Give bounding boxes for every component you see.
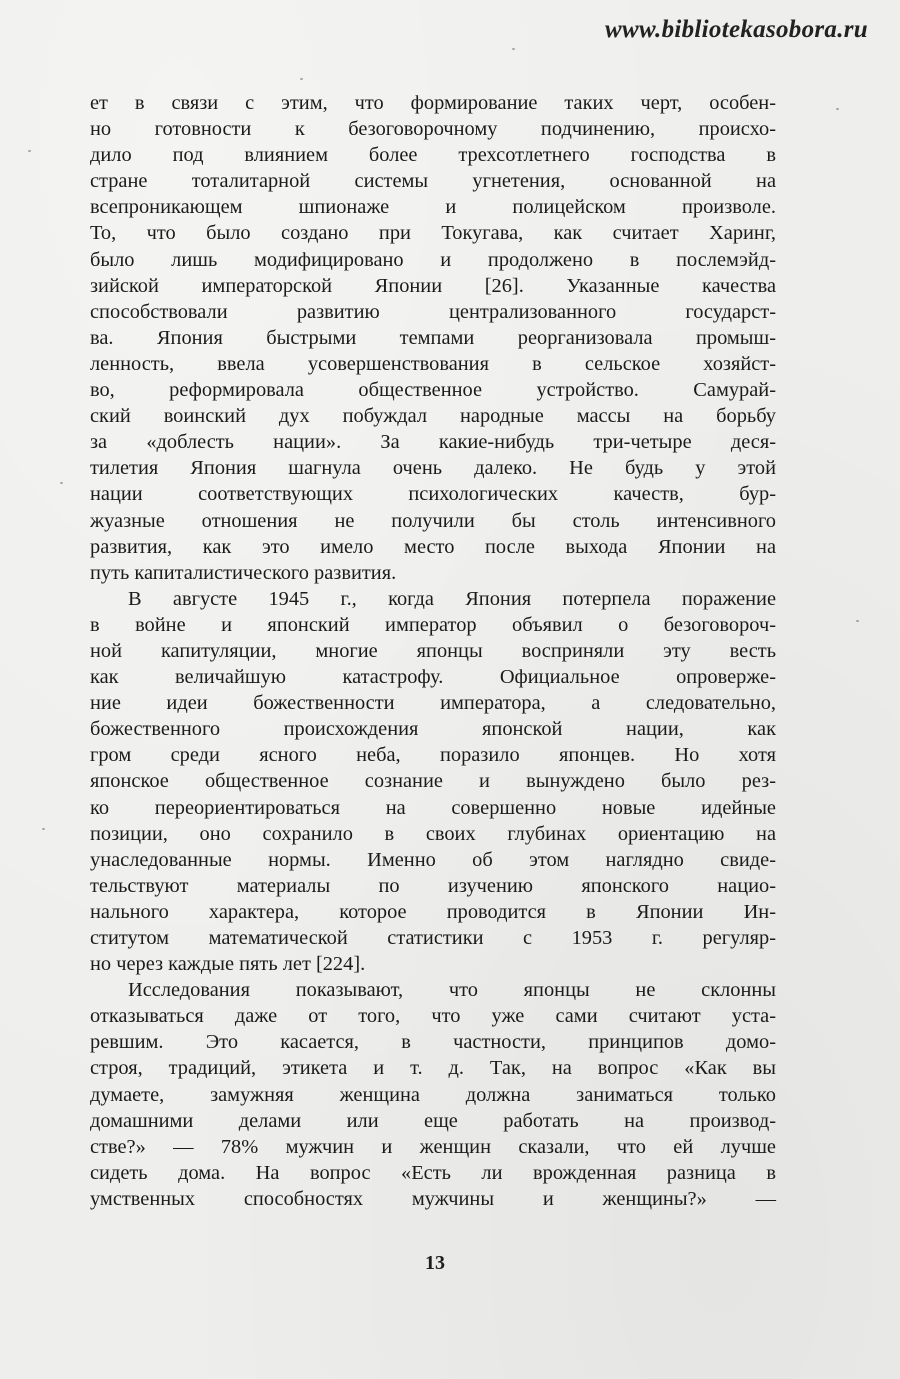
text-line: за «доблесть нации». За какие-нибудь три-четыре деся- [90, 431, 776, 454]
text-line: нального характера, которое проводится в Японии Ин- [90, 900, 776, 923]
text-line: было лишь модифицировано и продолжено в послемэйд- [90, 248, 776, 271]
body-text [90, 90, 776, 1212]
paragraph-3 [90, 977, 776, 1212]
text-line: божественного происхождения японской нации, как [90, 718, 776, 741]
text-line: всепроникающем шпионаже и полицейском произволе. [90, 196, 776, 219]
text-line: Исследования показывают, что японцы не склонны [128, 979, 776, 1002]
text-line: умственных способностях мужчины и женщины?» — [90, 1187, 776, 1210]
text-line: То, что было создано при Токугава, как считает Харинг, [90, 222, 776, 245]
text-line: жуазные отношения не получили бы столь интенсивного [90, 509, 776, 532]
text-line: японское общественное сознание и вынуждено было рез- [90, 770, 776, 793]
text-line: в войне и японский император объявил о безоговороч- [90, 613, 776, 636]
scan-speck [42, 828, 45, 830]
scan-speck [300, 78, 303, 80]
text-line: стве?» — 78% мужчин и женщин сказали, что ей лучше [90, 1135, 776, 1158]
text-line: способствовали развитию централизованного государст- [90, 300, 776, 323]
text-line: дило под влиянием более трехсотлетнего господства в [90, 144, 776, 167]
text-line: строя, традиций, этикета и т. д. Так, на вопрос «Как вы [90, 1057, 776, 1080]
text-line: тилетия Япония шагнула очень далеко. Не будь у этой [90, 457, 776, 480]
scan-speck [60, 482, 63, 484]
text-line: зийской императорской Японии [26]. Указанные качества [90, 274, 776, 297]
text-line: ко переориентироваться на совершенно новые идейные [90, 796, 776, 819]
scan-speck [836, 108, 839, 110]
text-line: думаете, замужняя женщина должна заниматься только [90, 1083, 776, 1106]
text-line: В августе 1945 г., когда Япония потерпела поражение [128, 587, 776, 610]
text-line: унаследованные нормы. Именно об этом наглядно свиде- [90, 848, 776, 871]
text-line: гром среди ясного неба, поразило японцев. Но хотя [90, 744, 776, 767]
text-line: домашними делами или еще работать на производ- [90, 1109, 776, 1132]
text-line: развития, как это имело место после выхода Японии на [90, 535, 776, 558]
page-number: 13 [425, 1252, 445, 1274]
scan-speck [856, 620, 859, 622]
paragraph-2 [90, 586, 776, 977]
text-line: тельствуют материалы по изучению японского нацио- [90, 874, 776, 897]
text-line: отказываться даже от того, что уже сами считают уста- [90, 1005, 776, 1028]
text-line: ский воинский дух побуждал народные массы на борьбу [90, 405, 776, 428]
text-line: как величайшую катастрофу. Официальное опроверже- [90, 666, 776, 689]
site-watermark: www.bibliotekasobora.ru [605, 16, 868, 43]
text-line: сидеть дома. На вопрос «Есть ли врожденная разница в [90, 1161, 776, 1184]
text-line: ревшим. Это касается, в частности, принципов домо- [90, 1031, 776, 1054]
text-line: ва. Япония быстрыми темпами реорганизовала промыш- [90, 326, 776, 349]
text-line: ной капитуляции, многие японцы восприняли эту весть [90, 639, 776, 662]
text-line: стране тоталитарной системы угнетения, основанной на [90, 170, 776, 193]
text-line: но через каждые пять лет [224]. [90, 953, 366, 976]
scan-speck [28, 150, 31, 152]
text-line: нации соответствующих психологических качеств, бур- [90, 483, 776, 506]
text-line: путь капиталистического развития. [90, 561, 397, 584]
text-line: позиции, оно сохранило в своих глубинах ориентацию на [90, 822, 776, 845]
text-line: ние идеи божественности императора, а следовательно, [90, 692, 776, 715]
text-line: во, реформировала общественное устройство. Самурай- [90, 379, 776, 402]
text-line: ститутом математической статистики с 1953 г. регуляр- [90, 927, 776, 949]
paragraph-1 [90, 90, 776, 586]
text-line: ленность, ввела усовершенствования в сельское хозяйст- [90, 352, 776, 375]
text-line: ет в связи с этим, что формирование таких черт, особен- [90, 92, 776, 114]
text-line: но готовности к безоговорочному подчинению, происхо- [90, 118, 776, 141]
scan-speck [512, 48, 515, 50]
